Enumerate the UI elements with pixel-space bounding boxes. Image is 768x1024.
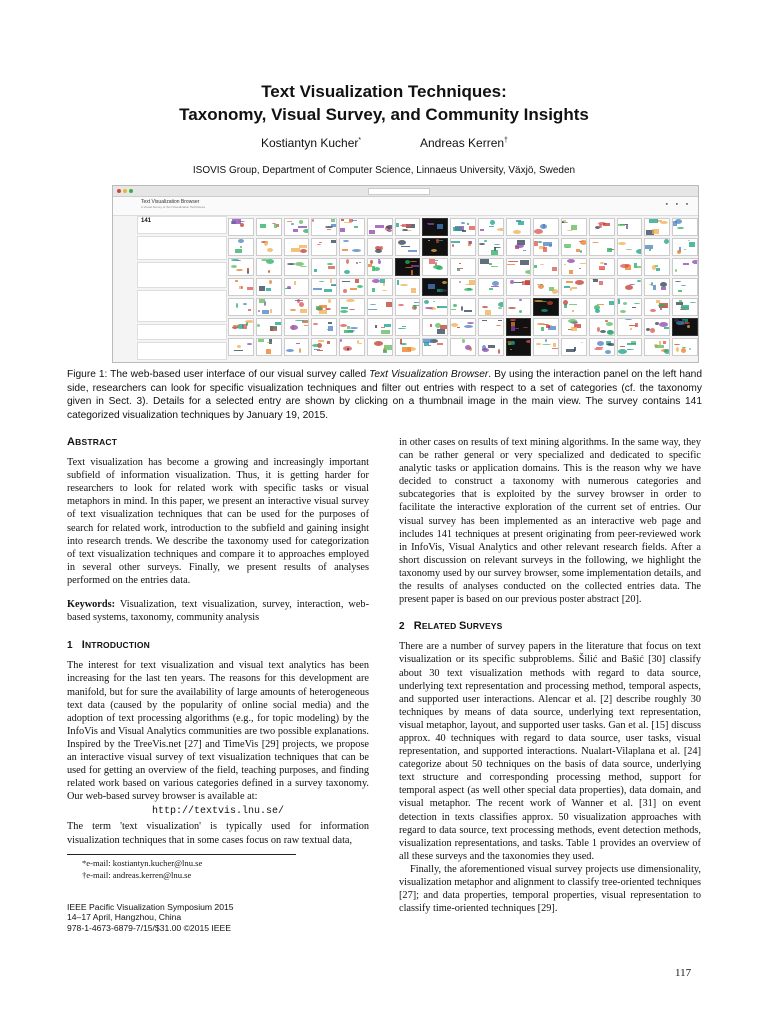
thumbnail[interactable] xyxy=(450,318,476,336)
thumbnail[interactable] xyxy=(506,298,532,316)
thumbnail[interactable] xyxy=(422,238,448,256)
thumbnail[interactable] xyxy=(589,218,615,236)
thumbnail[interactable] xyxy=(339,298,365,316)
thumbnail[interactable] xyxy=(478,338,504,356)
thumbnail[interactable] xyxy=(256,318,282,336)
thumbnail[interactable] xyxy=(589,238,615,256)
thumbnail[interactable] xyxy=(450,258,476,276)
time-filter xyxy=(137,236,227,260)
entries-counter: 141 xyxy=(137,216,227,234)
thumbnail[interactable] xyxy=(228,258,254,276)
thumbnail[interactable] xyxy=(561,318,587,336)
thumbnail[interactable] xyxy=(617,338,643,356)
thumbnail[interactable] xyxy=(506,238,532,256)
thumbnail[interactable] xyxy=(284,298,310,316)
thumbnail[interactable] xyxy=(311,218,337,236)
app-header xyxy=(113,197,698,216)
thumbnail[interactable] xyxy=(617,258,643,276)
thumbnail[interactable] xyxy=(617,238,643,256)
thumbnail[interactable] xyxy=(367,338,393,356)
thumbnail[interactable] xyxy=(367,218,393,236)
visualization-tasks-filter xyxy=(137,290,227,322)
processing-filter xyxy=(137,362,227,363)
thumbnail[interactable] xyxy=(284,278,310,296)
thumbnail[interactable] xyxy=(478,278,504,296)
thumbnail[interactable] xyxy=(395,318,421,336)
thumbnail[interactable] xyxy=(478,238,504,256)
abstract-text: Text visualization has become a growing and increasingly important subfield of information visualization. Thus, it is getting harder for researchers to look for related work with specific tasks or visual metaphors in mind. In this paper, we present an interactive visual survey of text visualization techniques that can be used for the purposes of search for related work, introduction to the subfield and gaining insight into research trends. We describe the taxonomy used for categorization of text visualization techniques and compare it to approaches employed in several other surveys. Finally, we present results of analyses performed on the entries data. xyxy=(67,457,369,586)
author-2: Andreas Kerren† xyxy=(420,136,508,150)
thumbnail[interactable] xyxy=(422,318,448,336)
thumbnail[interactable] xyxy=(533,258,559,276)
thumbnail[interactable] xyxy=(478,298,504,316)
thumbnail[interactable] xyxy=(228,318,254,336)
page-number: 117 xyxy=(675,967,692,979)
window-controls xyxy=(117,189,133,193)
thumbnail[interactable] xyxy=(311,278,337,296)
thumbnail[interactable] xyxy=(284,238,310,256)
thumbnail[interactable] xyxy=(617,278,643,296)
thumbnail[interactable] xyxy=(367,238,393,256)
introduction-paragraph-3: in other cases on results of text mining algorithms. In the same way, they can be rather general or very specialized and dedicated to specific analytic tasks or application domains. This is the reason why we have decided to construct a taxonomy with numerous categories and subcategories that is exploited by the survey browser in order to facilitate the interactive exploration of the current set of entries. Our visual survey has been implemented as an interactive web page and includes 141 techniques at present originating from peer-reviewed work in InfoVis, Visual Analytics and other relevant research fields. After a short discussion on relevant surveys in the following, we highlight the taxonomy used by our survey browser, some implementation details, and the results of analyses conducted on the collected entries data. The present paper is based on our previous poster abstract [20]. xyxy=(399,437,701,606)
thumbnail[interactable] xyxy=(311,318,337,336)
abstract-heading: ABSTRACT xyxy=(67,436,118,448)
thumbnail[interactable] xyxy=(284,258,310,276)
figure-screenshot xyxy=(112,185,699,363)
filter-panel xyxy=(137,216,227,361)
conference-info: IEEE Pacific Visualization Symposium 2015 14–17 April, Hangzhou, China 978-1-4673-6879-7/15/$31.00 ©2015 IEEE xyxy=(67,902,234,933)
thumbnail[interactable] xyxy=(478,218,504,236)
thumbnail[interactable] xyxy=(478,258,504,276)
thumbnail[interactable] xyxy=(672,218,698,236)
thumbnail[interactable] xyxy=(339,318,365,336)
thumbnail[interactable] xyxy=(561,298,587,316)
address-bar xyxy=(368,188,430,195)
thumbnail[interactable] xyxy=(644,298,670,316)
thumbnail[interactable] xyxy=(589,258,615,276)
thumbnail[interactable] xyxy=(589,338,615,356)
thumbnail[interactable] xyxy=(533,318,559,336)
thumbnail[interactable] xyxy=(311,238,337,256)
thumbnail[interactable] xyxy=(311,338,337,356)
analytic-tasks-filter xyxy=(137,262,227,288)
footnote-1: *e-mail: kostiantyn.kucher@lnu.se xyxy=(82,858,203,868)
thumbnail[interactable] xyxy=(395,258,421,276)
thumbnail[interactable] xyxy=(533,278,559,296)
paper-title xyxy=(0,80,768,126)
thumbnail[interactable] xyxy=(533,338,559,356)
thumbnail[interactable] xyxy=(617,298,643,316)
figure-caption: Figure 1: The web-based user interface of our visual survey called Text Visualization Browser. By using the interaction panel on the left hand side, researchers can look for specific visualization techniques and filter out entries with respect to a set of categories (cf. the taxonomy given in Sect. 3). Details for a selected entry are shown by clicking on a thumbnail image in the main view. The survey contains 141 categorized visualization techniques by January 19, 2015. xyxy=(67,369,702,421)
browser-toolbar xyxy=(113,186,698,197)
thumbnail[interactable] xyxy=(450,238,476,256)
thumbnail[interactable] xyxy=(256,298,282,316)
thumbnail[interactable] xyxy=(506,278,532,296)
thumbnail[interactable] xyxy=(422,258,448,276)
thumbnail[interactable] xyxy=(450,338,476,356)
thumbnail[interactable] xyxy=(339,238,365,256)
introduction-paragraph-2: The term 'text visualization' is typically used for information visualization techniques that in some cases focus on raw textual data, xyxy=(67,821,369,846)
app-subtitle: A Visual Survey of Text Visualization Techniques xyxy=(141,205,206,209)
thumbnail[interactable] xyxy=(311,258,337,276)
thumbnail[interactable] xyxy=(589,278,615,296)
thumbnail[interactable] xyxy=(228,298,254,316)
thumbnail[interactable] xyxy=(284,218,310,236)
thumbnail[interactable] xyxy=(395,278,421,296)
thumbnail-grid xyxy=(228,218,698,358)
right-column xyxy=(399,436,701,915)
thumbnail[interactable] xyxy=(506,218,532,236)
thumbnail[interactable] xyxy=(506,338,532,356)
app-menu: ■ ■ ■ xyxy=(665,202,688,206)
thumbnail[interactable] xyxy=(644,278,670,296)
thumbnail[interactable] xyxy=(617,318,643,336)
thumbnail[interactable] xyxy=(395,338,421,356)
thumbnail[interactable] xyxy=(422,298,448,316)
thumbnail[interactable] xyxy=(644,218,670,236)
related-paragraph-2: Finally, the aforementioned visual survey projects use dimensionality, visualization metaphor and alignment to classify tree-oriented techniques [27]; and data properties, temporal properties, visual representation to classify time-oriented techniques [29]. xyxy=(399,863,701,915)
title-line-1: Text Visualization Techniques: xyxy=(261,82,507,101)
survey-url[interactable]: http://textvis.lnu.se/ xyxy=(151,806,285,818)
thumbnail[interactable] xyxy=(672,278,698,296)
thumbnail[interactable] xyxy=(256,338,282,356)
thumbnail[interactable] xyxy=(506,318,532,336)
thumbnail[interactable] xyxy=(256,278,282,296)
thumbnail[interactable] xyxy=(533,238,559,256)
thumbnail[interactable] xyxy=(422,338,448,356)
thumbnail[interactable] xyxy=(644,318,670,336)
thumbnail[interactable] xyxy=(367,318,393,336)
source-filter xyxy=(137,342,227,360)
introduction-paragraph-1: The interest for text visualization and visual text analytics has been increasing for the last ten years. The reasons for this development are manifold, but for sure the availability of large amounts of heterogeneous text data (caused by the popularity of online social media) and the adoption of text processing algorithms (e.g., for topic modeling) by the InfoVis and Visual Analytics communities are two possible explanations. Inspired by the TreeVis.net [27] and TimeVis [29] projects, we propose an interactive visual survey of text visualization techniques that can be used for getting an overview of the field, teaching purposes, and finding related work based on various categories defined in a survey taxonomy. Our web-based survey browser is available at: xyxy=(67,660,369,803)
thumbnail[interactable] xyxy=(644,238,670,256)
thumbnail[interactable] xyxy=(256,218,282,236)
thumbnail[interactable] xyxy=(617,218,643,236)
data-filter xyxy=(137,324,227,340)
introduction-heading: 1 INTRODUCTION xyxy=(67,639,150,652)
thumbnail[interactable] xyxy=(672,298,698,316)
thumbnail[interactable] xyxy=(450,298,476,316)
keywords: Keywords: Visualization, text visualization, survey, interaction, web-based systems, taxonomy, community analysis xyxy=(67,599,370,624)
thumbnail[interactable] xyxy=(561,218,587,236)
thumbnail[interactable] xyxy=(672,238,698,256)
thumbnail[interactable] xyxy=(311,298,337,316)
left-column xyxy=(67,436,369,847)
affiliation: ISOVIS Group, Department of Computer Science, Linnaeus University, Växjö, Sweden xyxy=(192,165,576,176)
author-1: Kostiantyn Kucher* xyxy=(261,136,362,150)
thumbnail[interactable] xyxy=(533,298,559,316)
thumbnail[interactable] xyxy=(339,278,365,296)
thumbnail[interactable] xyxy=(589,318,615,336)
thumbnail[interactable] xyxy=(256,238,282,256)
thumbnail[interactable] xyxy=(256,258,282,276)
thumbnail[interactable] xyxy=(533,218,559,236)
thumbnail[interactable] xyxy=(395,238,421,256)
thumbnail[interactable] xyxy=(672,338,698,356)
thumbnail[interactable] xyxy=(395,218,421,236)
thumbnail[interactable] xyxy=(395,298,421,316)
thumbnail[interactable] xyxy=(367,258,393,276)
related-paragraph-1: There are a number of survey papers in the literature that focus on text visualization or its specific subproblems. Šilić and Bašić [30] classify about 30 text visualization methods with regard to data source, underlying text representation and processing method, temporal aspects, and supported user interactions. Alencar et al. [2] describe roughly 30 techniques by means of data source, underlying text representation, visual metaphor, layout, and supported user tasks. Gan et al. [15] discuss approx. 40 techniques with regard to data source, user tasks, visual representation, and supported interactions. Nualart-Vilaplana et al. [24] categorize about 50 techniques on the basis of data source, underlying text structure and corresponding processing method, support for temporal aspect (as well other special data properties), data domain, and visual metaphor. The recent work of Wanner et al. [31] on event detection in texts classifies approx. 50 visualization approaches with regard to data source, text processing methods, event detection methods, visualization representations, and tasks. Table 1 provides an overview of all these surveys and the taxonomies they used. xyxy=(399,641,701,862)
thumbnail[interactable] xyxy=(561,338,587,356)
thumbnail[interactable] xyxy=(284,338,310,356)
thumbnail[interactable] xyxy=(228,338,254,356)
related-surveys-heading: 2 RELATED SURVEYS xyxy=(399,620,503,633)
thumbnail[interactable] xyxy=(478,318,504,336)
thumbnail[interactable] xyxy=(339,338,365,356)
thumbnail[interactable] xyxy=(422,218,448,236)
footnote-2: †e-mail: andreas.kerren@lnu.se xyxy=(82,870,192,880)
thumbnail[interactable] xyxy=(672,318,698,336)
thumbnail[interactable] xyxy=(228,218,254,236)
thumbnail[interactable] xyxy=(284,318,310,336)
thumbnail[interactable] xyxy=(367,298,393,316)
thumbnail[interactable] xyxy=(672,258,698,276)
thumbnail[interactable] xyxy=(339,218,365,236)
title-line-2: Taxonomy, Visual Survey, and Community Insights xyxy=(179,105,589,124)
thumbnail[interactable] xyxy=(450,278,476,296)
thumbnail[interactable] xyxy=(561,238,587,256)
thumbnail[interactable] xyxy=(644,338,670,356)
thumbnail[interactable] xyxy=(506,258,532,276)
thumbnail[interactable] xyxy=(561,278,587,296)
app-title: Text Visualization Browser xyxy=(141,199,200,205)
thumbnail[interactable] xyxy=(228,238,254,256)
thumbnail[interactable] xyxy=(589,298,615,316)
thumbnail[interactable] xyxy=(339,258,365,276)
thumbnail[interactable] xyxy=(367,278,393,296)
thumbnail[interactable] xyxy=(422,278,448,296)
thumbnail[interactable] xyxy=(644,258,670,276)
thumbnail[interactable] xyxy=(561,258,587,276)
thumbnail[interactable] xyxy=(228,278,254,296)
thumbnail[interactable] xyxy=(450,218,476,236)
footnote-rule xyxy=(67,854,296,855)
